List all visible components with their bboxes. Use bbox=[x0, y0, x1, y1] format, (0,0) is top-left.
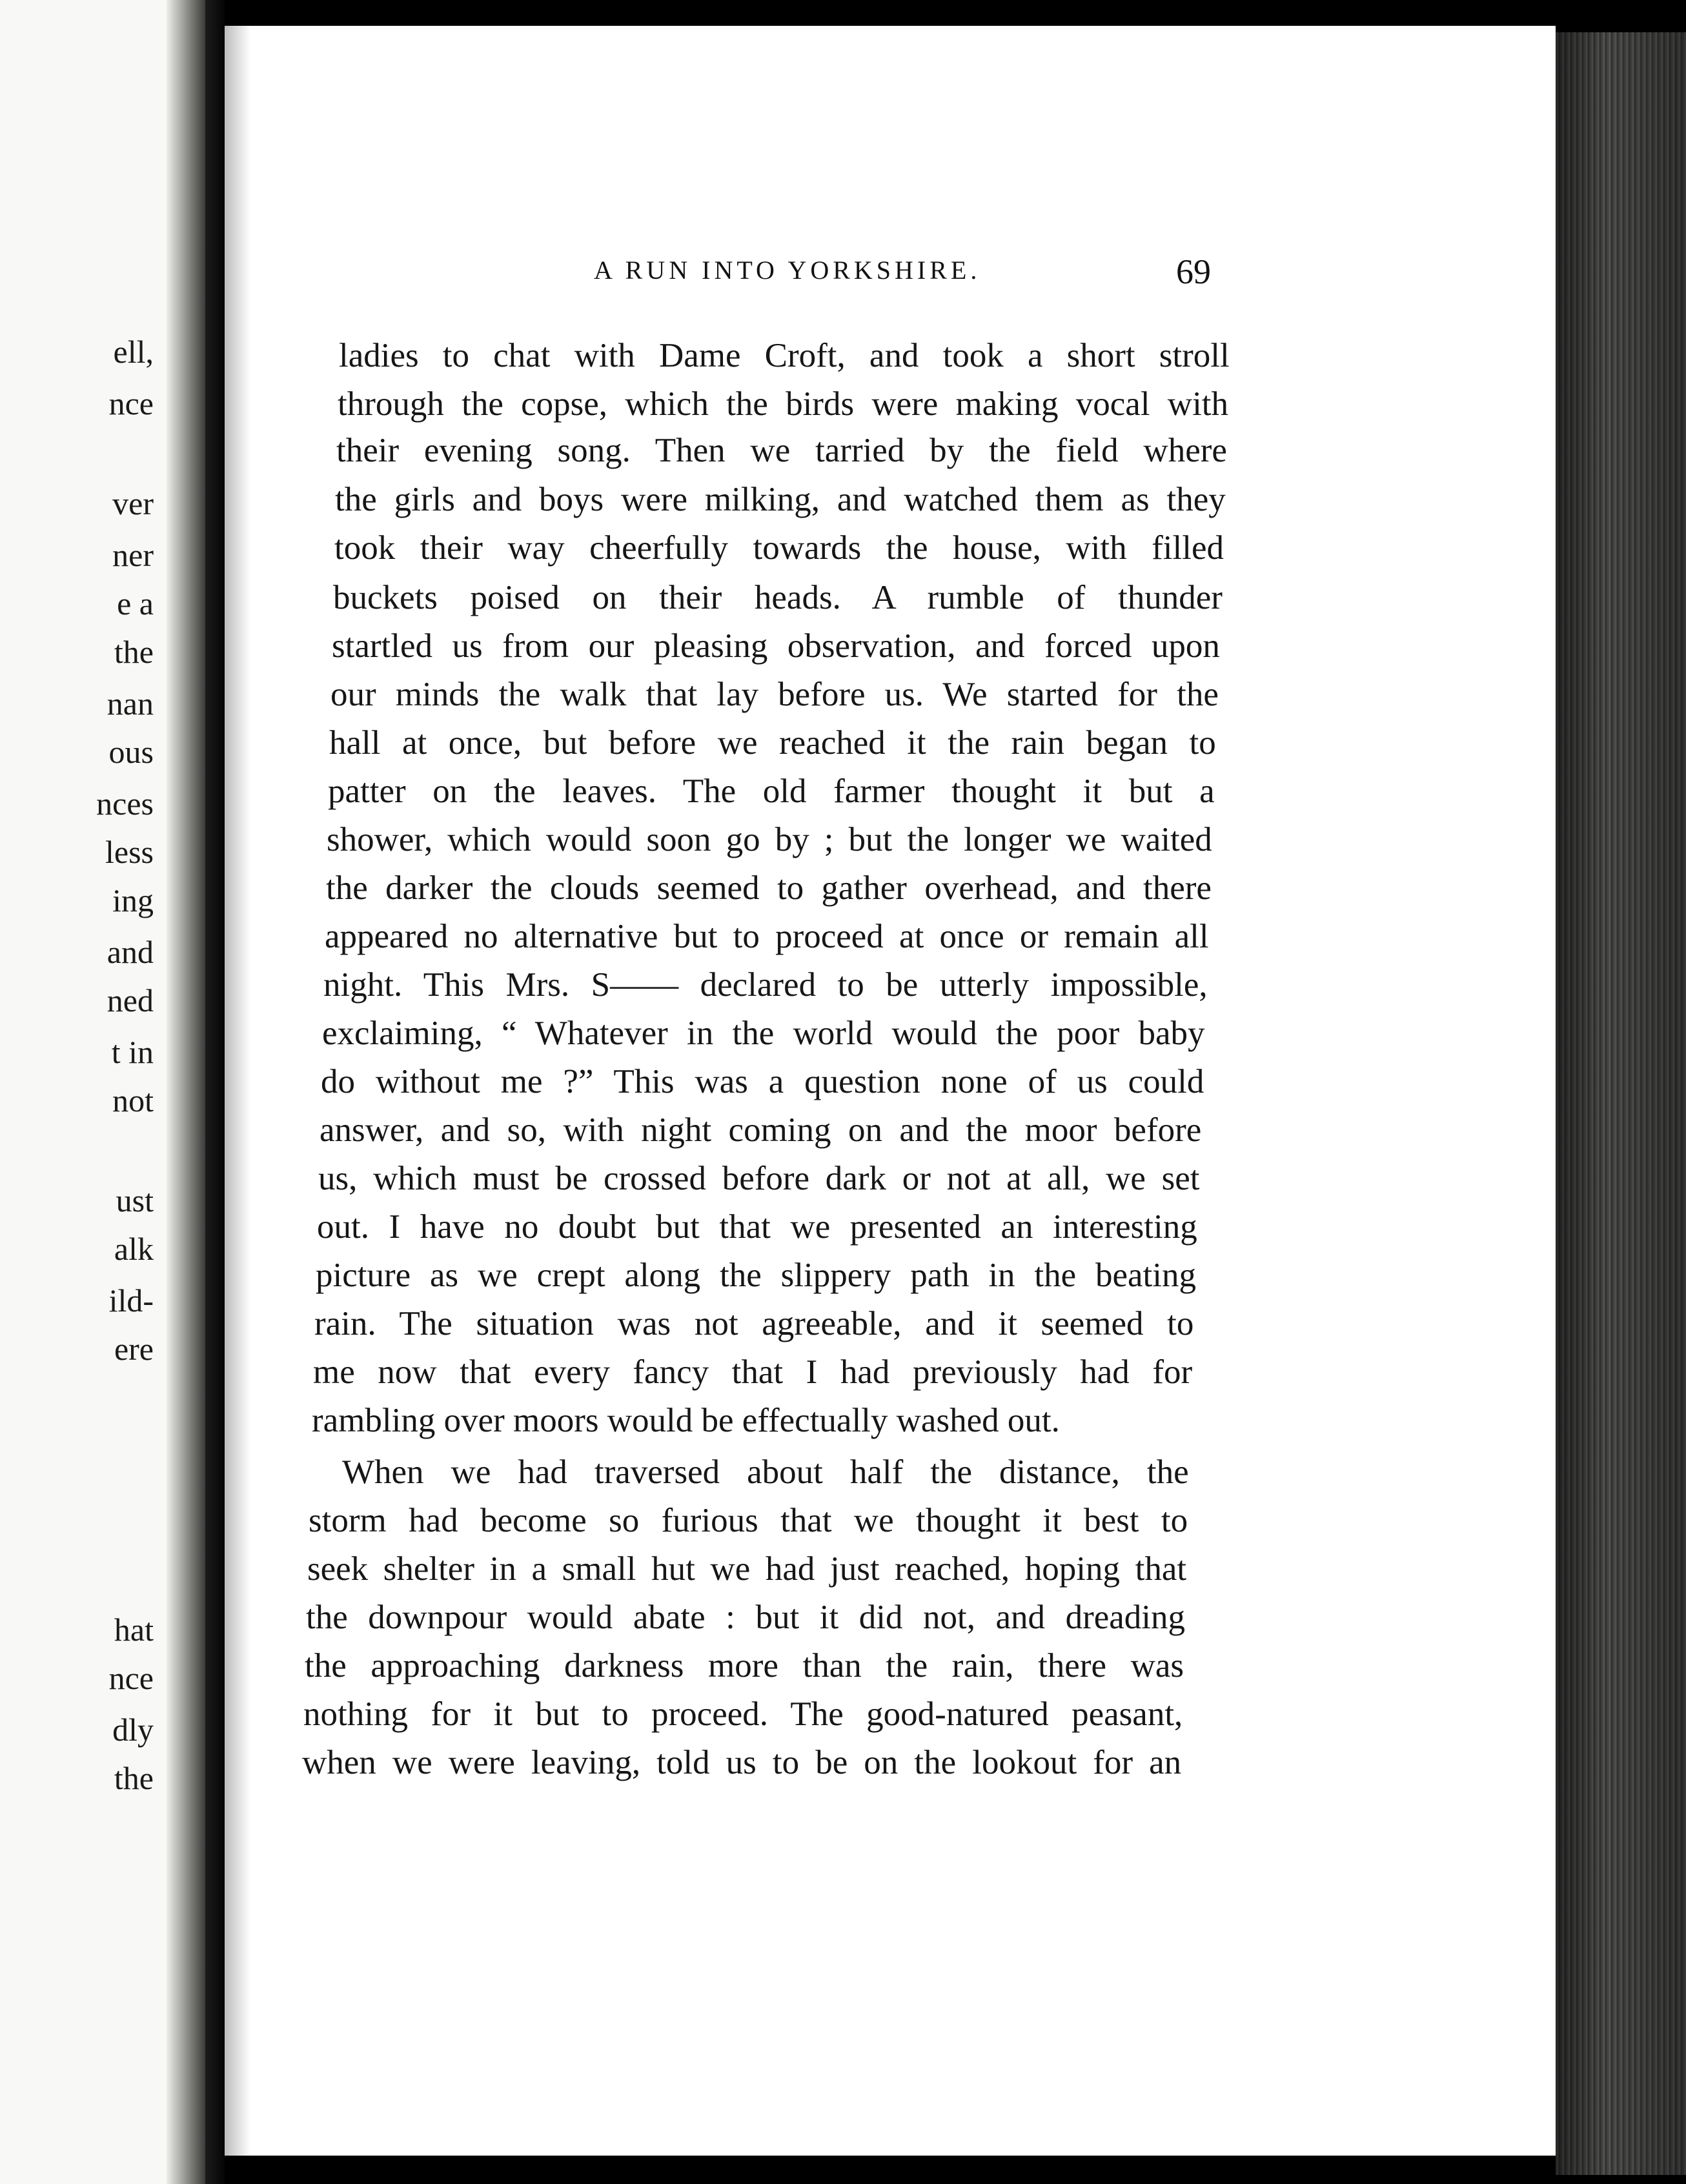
facing-page-line: less bbox=[105, 834, 154, 870]
facing-page-line: ild- bbox=[108, 1282, 154, 1319]
text-line: storm had become so furious that we thought it best to bbox=[309, 1502, 1188, 1539]
text-line: our minds the walk that lay before us. We started for the bbox=[330, 676, 1219, 713]
text-line: startled us from our pleasing observation, and forced upon bbox=[332, 627, 1220, 665]
facing-page-line: the bbox=[114, 634, 154, 670]
facing-page-line: e a bbox=[117, 585, 154, 622]
text-line: out. I have no doubt but that we presented an interesting bbox=[317, 1208, 1197, 1246]
text-line: the downpour would abate : but it did not, and dreading bbox=[306, 1599, 1186, 1636]
text-line: me now that every fancy that I had previously had for bbox=[313, 1353, 1193, 1391]
facing-page-line: ust bbox=[116, 1182, 154, 1218]
page-number: 69 bbox=[1176, 252, 1211, 291]
text-line: answer, and so, with night coming on and the moor before bbox=[320, 1111, 1202, 1149]
facing-page-line: dly bbox=[112, 1712, 154, 1748]
text-line: us, which must be crossed before dark or not at all, we set bbox=[318, 1160, 1200, 1197]
facing-page-line: ned bbox=[107, 982, 154, 1018]
facing-page-line: nces bbox=[96, 785, 154, 822]
text-line: buckets poised on their heads. A rumble of thunder bbox=[333, 579, 1223, 616]
facing-page-line: ous bbox=[108, 734, 154, 770]
text-line: rambling over moors would be effectually washed out. bbox=[312, 1402, 1060, 1439]
text-line: through the copse, which the birds were making vocal with bbox=[338, 385, 1229, 423]
text-line: When we had traversed about half the distance, the bbox=[342, 1453, 1189, 1491]
facing-page-line: ell, bbox=[113, 334, 154, 370]
text-line: night. This Mrs. S—— declared to be utterly impossible, bbox=[323, 966, 1208, 1004]
text-line: when we were leaving, told us to be on the lookout for an bbox=[302, 1744, 1182, 1781]
facing-page-line: ere bbox=[114, 1331, 154, 1367]
text-line: picture as we crept along the slippery path in the beating bbox=[316, 1257, 1196, 1294]
facing-page-line: ver bbox=[112, 485, 154, 521]
book-binding bbox=[205, 0, 225, 2184]
text-line: hall at once, but before we reached it the rain began to bbox=[329, 724, 1216, 762]
facing-page-line: and bbox=[107, 934, 154, 970]
facing-page-gutter bbox=[167, 0, 205, 2184]
text-line: patter on the leaves. The old farmer thought it but a bbox=[328, 773, 1215, 810]
facing-page-line: ing bbox=[112, 882, 154, 918]
running-head: A RUN INTO YORKSHIRE. bbox=[594, 256, 981, 285]
text-line: exclaiming, “ Whatever in the world would the poor baby bbox=[322, 1015, 1205, 1052]
facing-page bbox=[0, 0, 205, 2184]
text-line: shower, which would soon go by ; but the longer we waited bbox=[327, 821, 1212, 858]
facing-page-line: nce bbox=[108, 1660, 154, 1696]
facing-page-line: alk bbox=[114, 1231, 154, 1267]
facing-page-line: the bbox=[114, 1760, 154, 1796]
facing-page-line: hat bbox=[114, 1612, 154, 1648]
text-line: took their way cheerfully towards the house, with filled bbox=[334, 529, 1224, 567]
facing-page-line: t in bbox=[111, 1034, 154, 1070]
text-line: the girls and boys were milking, and watched them as they bbox=[335, 481, 1226, 518]
facing-page-line: nan bbox=[107, 685, 154, 722]
page-gutter-shadow bbox=[225, 26, 250, 2156]
text-line: the approaching darkness more than the rain, there was bbox=[305, 1647, 1184, 1684]
text-line: rain. The situation was not agreeable, and it seemed to bbox=[314, 1305, 1194, 1342]
text-line: seek shelter in a small hut we had just reached, hoping that bbox=[307, 1550, 1187, 1588]
text-line: their evening song. Then we tarried by the field where bbox=[336, 432, 1227, 469]
facing-page-line: ner bbox=[112, 537, 154, 573]
text-line: nothing for it but to proceed. The good-natured peasant, bbox=[303, 1695, 1183, 1733]
text-line: appeared no alternative but to proceed at once or remain all bbox=[325, 918, 1209, 955]
facing-page-line: not bbox=[112, 1082, 154, 1118]
page-edges bbox=[1556, 32, 1686, 2175]
text-line: ladies to chat with Dame Croft, and took a short stroll bbox=[339, 337, 1230, 374]
facing-page-line: nce bbox=[108, 385, 154, 421]
text-line: do without me ?” This was a question none of us could bbox=[321, 1063, 1204, 1100]
text-line: the darker the clouds seemed to gather overhead, and there bbox=[326, 869, 1212, 907]
